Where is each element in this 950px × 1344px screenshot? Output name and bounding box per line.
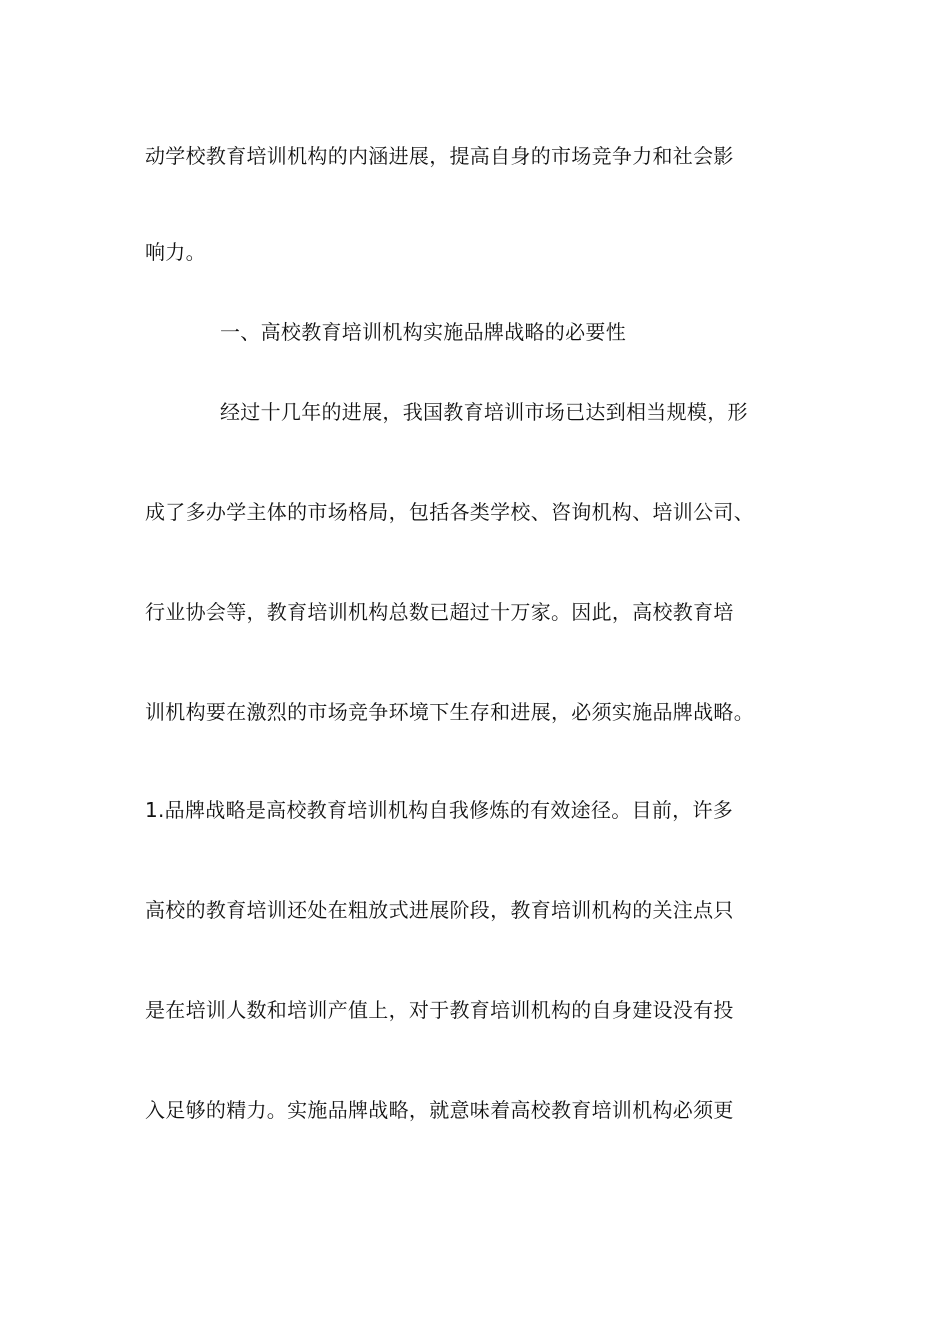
paragraph-line: 入足够的精力。实施品牌战略，就意味着高校教育培训机构必须更: [145, 1098, 734, 1122]
section-heading: 一、高校教育培训机构实施品牌战略的必要性: [220, 320, 626, 344]
paragraph-line: 成了多办学主体的市场格局，包括各类学校、咨询机构、培训公司、: [145, 500, 754, 524]
paragraph-line: 行业协会等，教育培训机构总数已超过十万家。因此，高校教育培: [145, 600, 734, 624]
paragraph-line: 高校的教育培训还处在粗放式进展阶段，教育培训机构的关注点只: [145, 898, 734, 922]
paragraph-line: 经过十几年的进展，我国教育培训市场已达到相当规模，形: [220, 400, 748, 424]
paragraph-line: 训机构要在激烈的市场竞争环境下生存和进展，必须实施品牌战略。: [145, 700, 754, 724]
paragraph-line: 动学校教育培训机构的内涵进展，提高自身的市场竞争力和社会影: [145, 144, 734, 168]
paragraph-line: 响力。: [145, 240, 206, 264]
paragraph-line: 是在培训人数和培训产值上，对于教育培训机构的自身建设没有投: [145, 998, 734, 1022]
numbered-paragraph-line: 1.品牌战略是高校教育培训机构自我修炼的有效途径。目前，许多: [145, 798, 734, 822]
